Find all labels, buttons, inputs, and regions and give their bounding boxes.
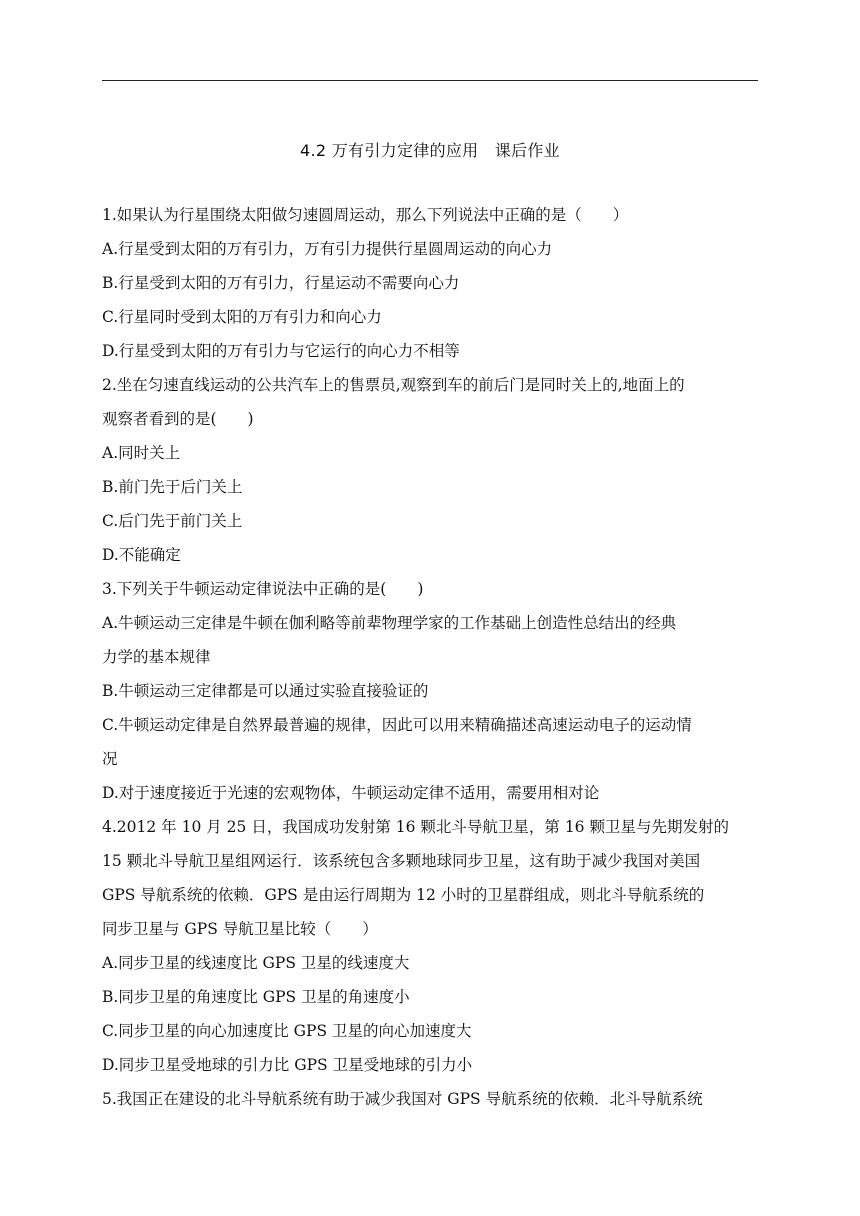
answer-option: [102, 266, 762, 300]
question-stem-line: 15 颗北斗导航卫星组网运行．该系统包含多颗地球同步卫星，这有助于减少我国对美国: [102, 852, 701, 870]
question-stem-line: 同步卫星与 GPS 导航卫星比较（ ）: [102, 920, 378, 938]
question-stem-line: 1.如果认为行星围绕太阳做匀速圆周运动，那么下列说法中正确的是（ ）: [102, 206, 629, 224]
answer-option-line: B.前门先于后门关上: [102, 478, 243, 496]
answer-option: [102, 470, 762, 504]
question-stem-line: 2.坐在匀速直线运动的公共汽车上的售票员,观察到车的前后门是同时关上的,地面上的: [102, 376, 685, 394]
answer-option-line: C.行星同时受到太阳的万有引力和向心力: [102, 308, 382, 326]
question-stem-line: 5.我国正在建设的北斗导航系统有助于减少我国对 GPS 导航系统的依赖．北斗导航系统: [102, 1090, 703, 1108]
answer-option-line: D.对于速度接近于光速的宏观物体，牛顿运动定律不适用，需要用相对论: [102, 784, 600, 802]
question-stem-line: 3.下列关于牛顿运动定律说法中正确的是( ): [102, 580, 424, 598]
answer-option-line: A.行星受到太阳的万有引力，万有引力提供行星圆周运动的向心力: [102, 240, 553, 258]
answer-option-line: C.同步卫星的向心加速度比 GPS 卫星的向心加速度大: [102, 1022, 472, 1040]
answer-option-line: 力学的基本规律: [102, 648, 211, 666]
answer-option: [102, 232, 762, 266]
header-rule: [102, 80, 758, 81]
answer-option: [102, 946, 762, 980]
answer-option-line: C.牛顿运动定律是自然界最普遍的规律，因此可以用来精确描述高速运动电子的运动情: [102, 716, 692, 734]
question-4: [102, 810, 762, 1082]
question-2: [102, 368, 762, 572]
answer-option: [102, 436, 762, 470]
answer-option-line: C.后门先于前门关上: [102, 512, 243, 530]
question-list: [102, 198, 762, 1116]
answer-option-line: D.同步卫星受地球的引力比 GPS 卫星受地球的引力小: [102, 1056, 473, 1074]
question-stem-line: 观察者看到的是( ): [102, 410, 254, 428]
answer-option: [102, 980, 762, 1014]
answer-option: [102, 538, 762, 572]
question-5: [102, 1082, 762, 1116]
answer-option-line: B.行星受到太阳的万有引力，行星运动不需要向心力: [102, 274, 460, 292]
answer-option-line: B.同步卫星的角速度比 GPS 卫星的角速度小: [102, 988, 410, 1006]
answer-option-line: A.牛顿运动三定律是牛顿在伽利略等前辈物理学家的工作基础上创造性总结出的经典: [102, 614, 677, 632]
answer-option: [102, 1048, 762, 1082]
answer-option-line: D.不能确定: [102, 546, 181, 564]
page-title: 4.2 万有引力定律的应用 课后作业: [300, 141, 560, 160]
answer-option: [102, 606, 762, 674]
question-stem-line: 4.2012 年 10 月 25 日，我国成功发射第 16 颗北斗导航卫星，第 16 颗卫星与先期发射的: [102, 818, 729, 836]
answer-option-line: B.牛顿运动三定律都是可以通过实验直接验证的: [102, 682, 429, 700]
answer-option-line: A.同步卫星的线速度比 GPS 卫星的线速度大: [102, 954, 410, 972]
answer-option: [102, 708, 762, 776]
answer-option: [102, 1014, 762, 1048]
answer-option: [102, 674, 762, 708]
answer-option: [102, 504, 762, 538]
answer-option: [102, 334, 762, 368]
answer-option-line: A.同时关上: [102, 444, 181, 462]
answer-option-line: D.行星受到太阳的万有引力与它运行的向心力不相等: [102, 342, 460, 360]
answer-option: [102, 300, 762, 334]
question-1: [102, 198, 762, 368]
question-3: [102, 572, 762, 810]
answer-option-line: 况: [102, 750, 118, 768]
question-stem-line: GPS 导航系统的依赖．GPS 是由运行周期为 12 小时的卫星群组成，则北斗导航系统的: [102, 886, 705, 904]
answer-option: [102, 776, 762, 810]
